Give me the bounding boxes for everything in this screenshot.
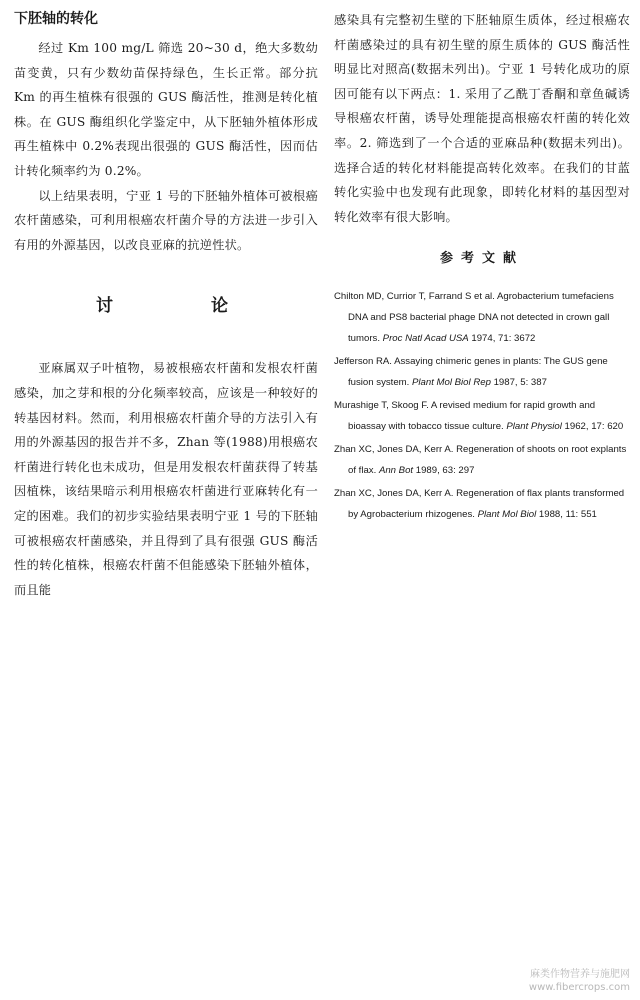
reference-list <box>334 286 630 525</box>
reference-details: 1988, 11: 551 <box>538 509 597 521</box>
paragraph-discussion: 亚麻属双子叶植物，易被根癌农杆菌和发根农杆菌感染，加之芽和根的分化频率较高，应该是一种较好的转基因材料。然而，利用根癌农杆菌介导的方法引入有用的外源基因的报告并不多，Zhan 等(1988)用根癌农杆菌进行转化也未成功，但是用发根农杆菌获得了转基因植株，该结果暗示利用根癌农杆菌进行亚麻转化有一定的困难。我们的初步实验结果表明宁亚 1 号的下胚轴可被根癌农杆菌感染，并且得到了具有很强 GUS 酶活性的转化植株，根癌农杆菌不但能感染下胚轴外植体，而且能 <box>14 361 318 597</box>
reference-authors: Chilton MD, Currior T, Farrand S et al. <box>334 291 495 303</box>
reference-details: 1989, 63: 297 <box>415 465 475 477</box>
subheading: 下胚轴的转化 <box>14 11 98 27</box>
reference-details: 1974, 71: 3672 <box>471 333 536 345</box>
reference-item <box>334 286 630 349</box>
reference-title: Assaying chimeric genes in plants: The GUS gene fusion system. <box>348 356 608 389</box>
reference-title: Agrobacterium tumefaciens DNA and PS8 bacterial phage DNA not detected in crown gall tumors. <box>348 291 614 345</box>
reference-authors: Murashige T, Skoog F. <box>334 400 429 412</box>
reference-authors: Zhan XC, Jones DA, Kerr A. <box>334 444 454 456</box>
section-title-discussion: 讨 论 <box>96 296 274 317</box>
watermark-url: www.fibercrops.com <box>528 982 630 993</box>
references-title: 参考文献 <box>439 251 524 267</box>
reference-item <box>334 351 630 393</box>
left-column <box>14 8 318 602</box>
reference-journal: Plant Mol Biol <box>477 509 537 521</box>
watermark <box>529 968 630 994</box>
watermark-site-name: 麻类作物营养与施肥网 <box>530 969 630 980</box>
reference-title: A revised medium for rapid growth and bioassay with tobacco tissue culture. <box>348 400 596 433</box>
reference-journal: Plant Physiol <box>506 421 562 433</box>
reference-title: Regeneration of shoots on root explants of flax. <box>348 444 627 477</box>
right-column <box>334 8 630 527</box>
reference-item <box>334 395 630 437</box>
reference-item <box>334 439 630 481</box>
reference-authors: Zhan XC, Jones DA, Kerr A. <box>334 488 454 500</box>
reference-item <box>334 483 630 525</box>
paragraph-discussion-continued: 感染具有完整初生壁的下胚轴原生质体，经过根癌农杆菌感染过的具有初生壁的原生质体的 GUS 酶活性明显比对照高(数据未列出)。宁亚 1 号转化成功的原因可能有以下两点：1. 采用了乙酰丁香酮和章鱼碱诱导根癌农杆菌，诱导处理能提高根癌农杆菌的转化效率。2. 筛选到了一个合适的亚麻品种(数据未列出)。选择合适的转化材料能提高转化效率。在我们的甘蓝转化实验中也发现有此现象，即转化材料的基因型对转化效率有很大影响。 <box>334 13 630 224</box>
reference-authors: Jefferson RA. <box>334 356 392 368</box>
paragraph-transformation-result: 经过 Km 100 mg/L 筛选 20~30 d，绝大多数幼苗变黄，只有少数幼苗保持绿色，生长正常。部分抗 Km 的再生植株有很强的 GUS 酶活性，推测是转化植株。在 GUS 酶组织化学鉴定中，从下胚轴外植体形成再生植株中 0.2%表现出很强的 GUS 酶活性，因而估计转化频率约为 0.2%。 <box>14 41 318 178</box>
paragraph-conclusion: 以上结果表明，宁亚 1 号的下胚轴外植体可被根癌农杆菌感染，可利用根癌农杆菌介导的方法进一步引入有用的外源基因，以改良亚麻的抗逆性状。 <box>14 188 318 252</box>
reference-journal: Ann Bot <box>378 465 414 477</box>
reference-title: Regeneration of flax plants transformed by Agrobacterium rhizogenes. <box>348 488 625 521</box>
reference-details: 1962, 17: 620 <box>564 421 624 433</box>
reference-journal: Plant Mol Biol Rep <box>412 377 491 389</box>
reference-details: 1987, 5: 387 <box>493 377 547 389</box>
reference-journal: Proc Natl Acad USA <box>382 333 469 345</box>
